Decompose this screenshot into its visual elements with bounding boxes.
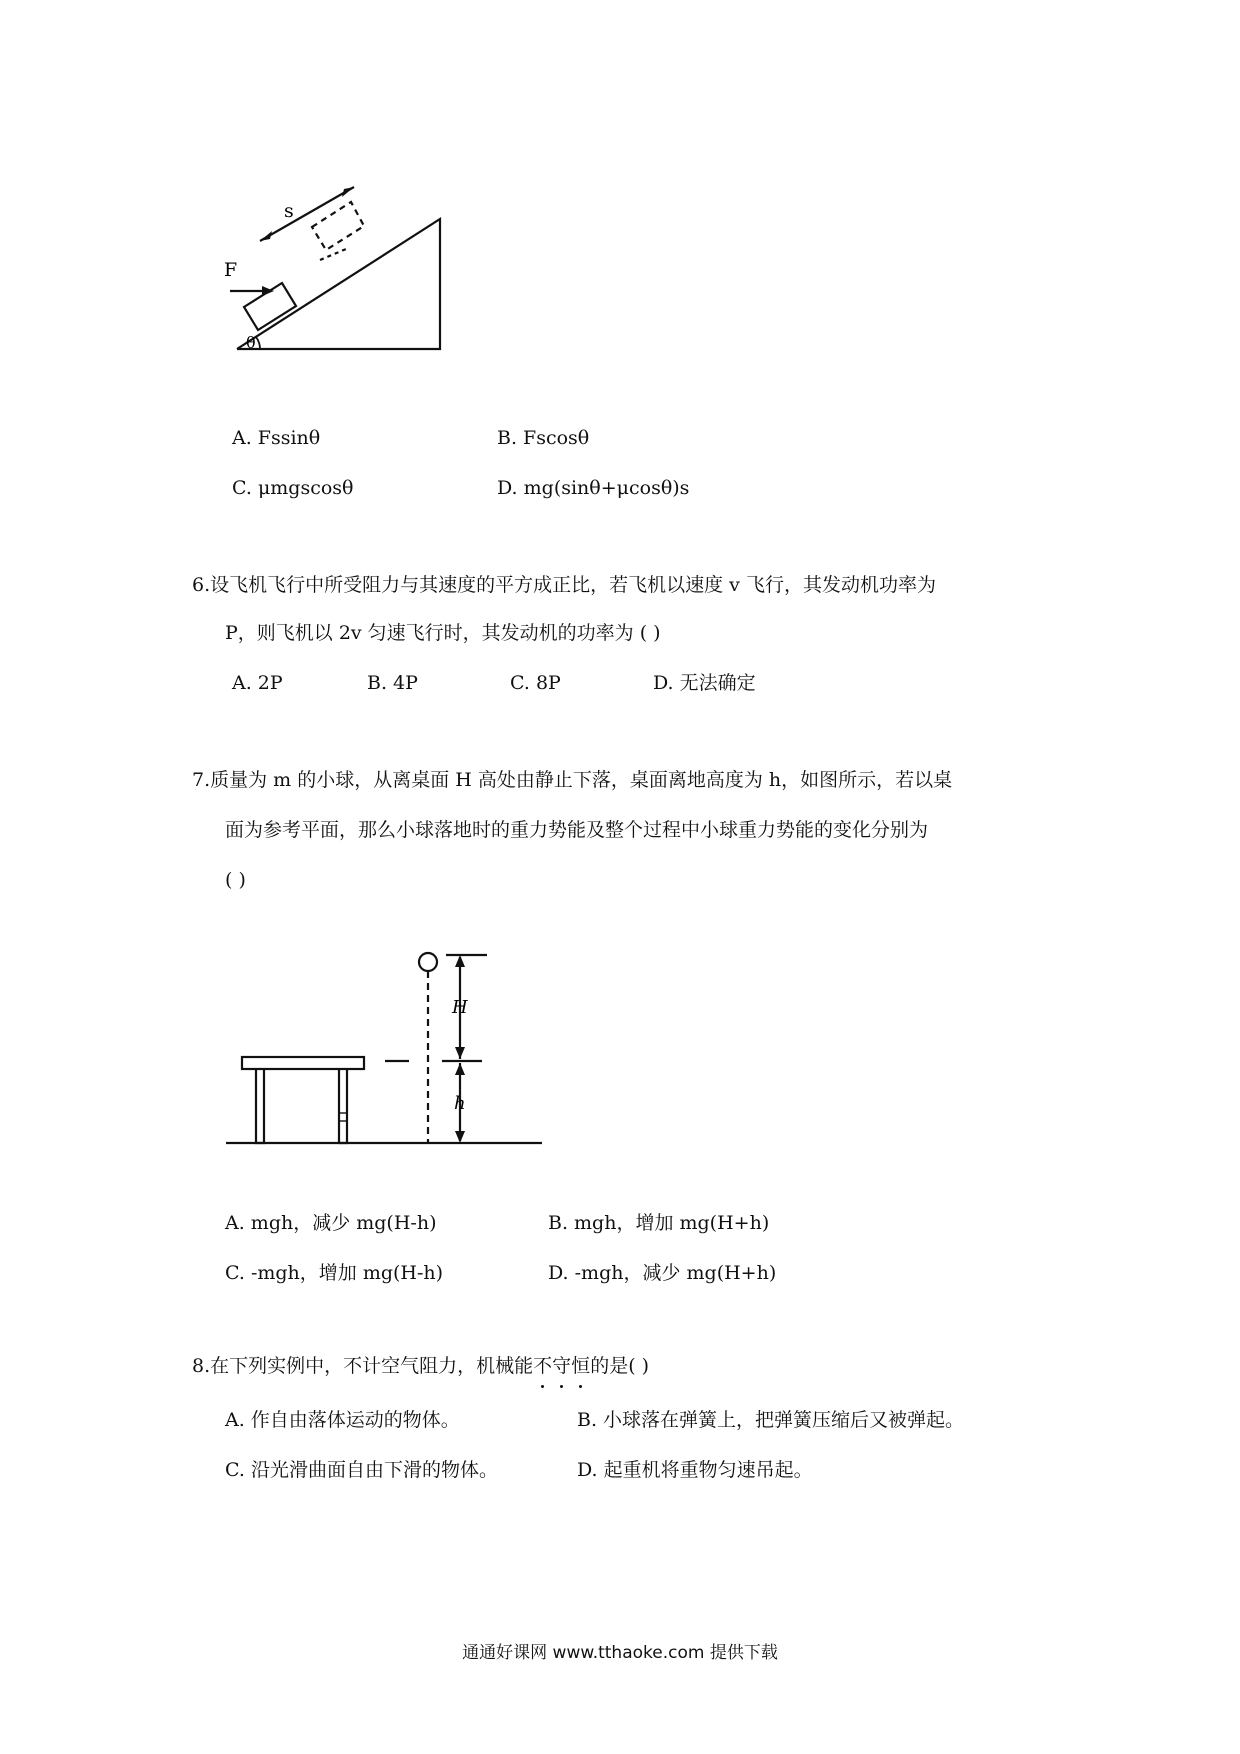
label-H: H: [452, 997, 468, 1018]
incline-figure: [200, 180, 460, 360]
table-leg-left: [256, 1069, 264, 1143]
table-top: [242, 1057, 364, 1069]
q7-option-a: A. mgh，减少 mg(H-h): [225, 1212, 437, 1234]
q8-emph-3: 恒: [571, 1355, 591, 1377]
q8-emph-2: 守: [552, 1355, 572, 1377]
label-F: F: [224, 259, 238, 281]
q8-option-b: B. 小球落在弹簧上，把弹簧压缩后又被弹起。: [577, 1409, 965, 1431]
table-ball-figure: [220, 945, 550, 1155]
block-dashed: [312, 202, 364, 250]
label-s: s: [284, 200, 294, 222]
q5-option-a: A. Fssinθ: [232, 427, 321, 449]
q7-option-d: D. -mgh，减少 mg(H+h): [548, 1262, 777, 1284]
q7-option-c: C. -mgh，增加 mg(H-h): [225, 1262, 444, 1284]
q6-option-a: A. 2P: [232, 672, 283, 694]
q8-option-c: C. 沿光滑曲面自由下滑的物体。: [225, 1459, 498, 1481]
q8-emph-1: 不: [533, 1355, 553, 1377]
q5-option-d: D. mg(sinθ+μcosθ)s: [497, 477, 690, 499]
label-h: h: [454, 1093, 466, 1114]
label-theta: θ: [246, 333, 256, 352]
q6-option-d: D. 无法确定: [653, 672, 756, 694]
q5-option-c: C. μmgscosθ: [232, 477, 354, 499]
q7-stem-line2: 面为参考平面，那么小球落地时的重力势能及整个过程中小球重力势能的变化分别为: [225, 819, 929, 841]
q7-stem-line3: ( ): [225, 869, 246, 891]
q8-stem-pre: 8.在下列实例中，不计空气阻力，机械能: [192, 1355, 534, 1377]
q6-option-c: C. 8P: [510, 672, 561, 694]
q7-stem-line1: 7.质量为 m 的小球，从离桌面 H 高处由静止下落，桌面离地高度为 h，如图所示，若以桌: [192, 769, 953, 791]
table-leg-right: [339, 1069, 347, 1143]
ball: [419, 953, 437, 971]
q8-option-a: A. 作自由落体运动的物体。: [225, 1409, 460, 1431]
q5-option-b: B. Fscosθ: [497, 427, 590, 449]
q8-stem: [192, 1353, 649, 1379]
q8-stem-post: 的是( ): [590, 1355, 650, 1377]
q6-stem-line2: P，则飞机以 2v 匀速飞行时，其发动机的功率为 ( ): [225, 622, 661, 644]
displacement-arrow: [260, 187, 354, 241]
q7-option-b: B. mgh，增加 mg(H+h): [548, 1212, 770, 1234]
footer-credit: 通通好课网 www.tthaoke.com 提供下载: [462, 1643, 778, 1663]
q6-option-b: B. 4P: [367, 672, 418, 694]
q8-option-d: D. 起重机将重物匀速吊起。: [577, 1459, 813, 1481]
q6-stem-line1: 6.设飞机飞行中所受阻力与其速度的平方成正比，若飞机以速度 v 飞行，其发动机功率为: [192, 574, 936, 596]
